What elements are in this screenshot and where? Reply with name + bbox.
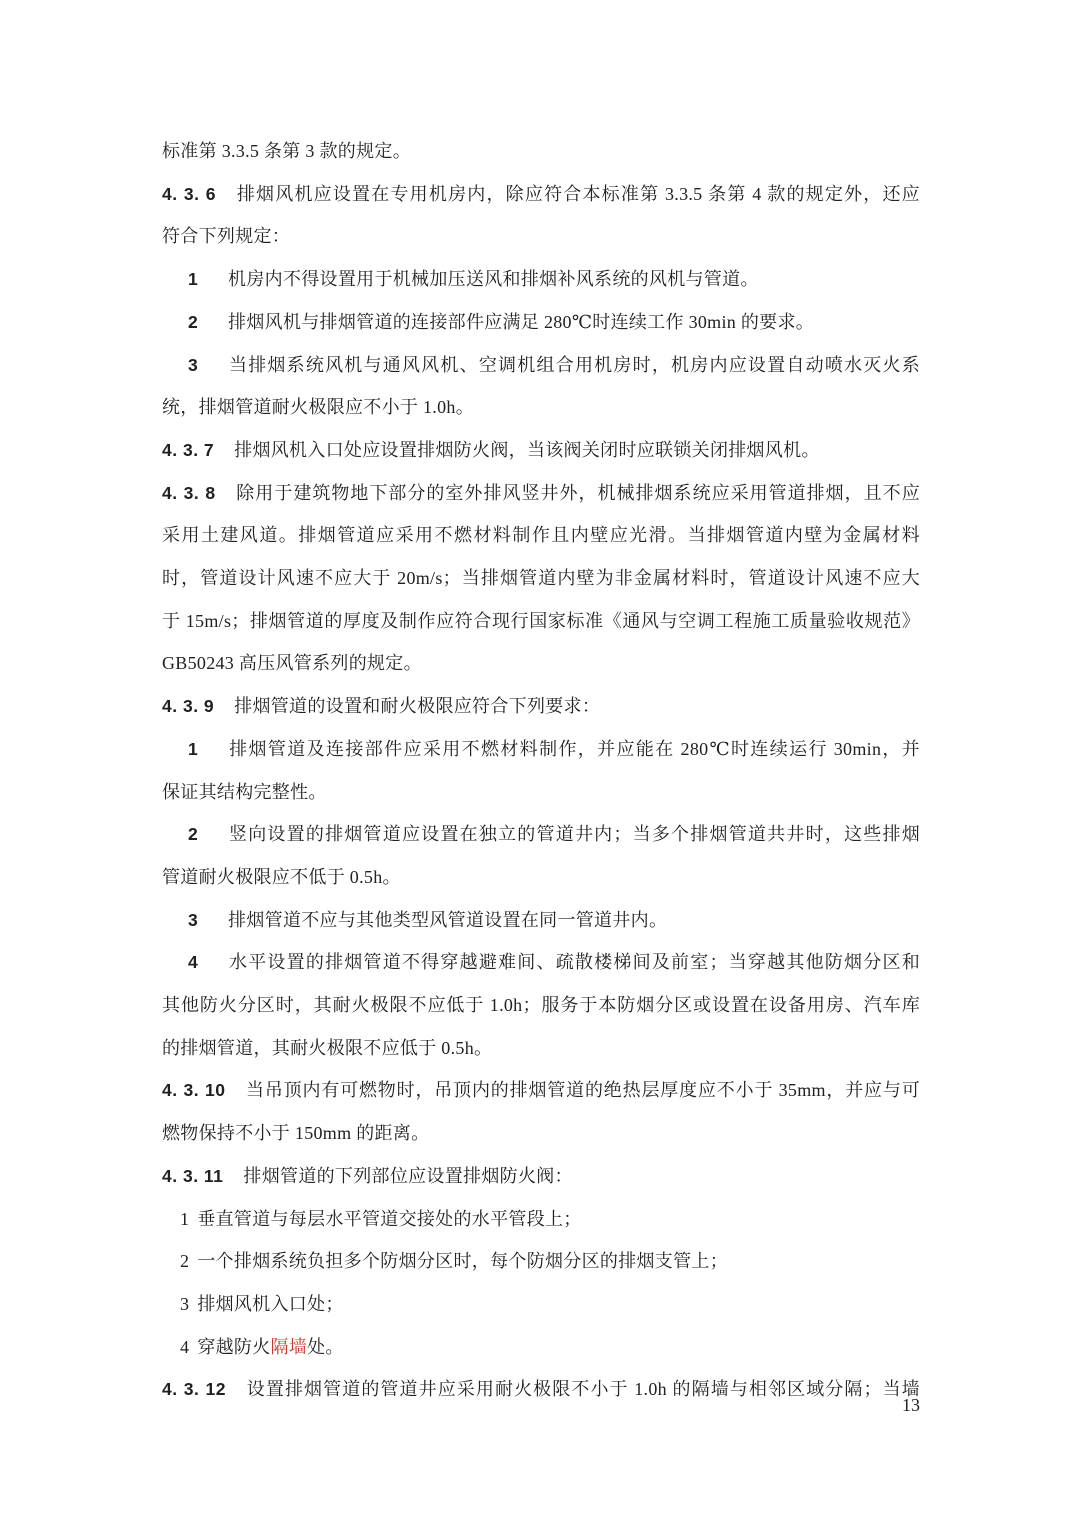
text-run: 一个排烟系统负担多个防烟分区时，每个防烟分区的排烟支管上；: [197, 1251, 729, 1272]
item-number: 2: [180, 1251, 190, 1272]
text-run: GB50243 高压风管系列的规定。: [162, 653, 422, 674]
text-run: 时，管道设计风速不应大于 20m/s；当排烟管道内壁为非金属材料时，管道设计风速不应大: [162, 568, 920, 589]
text-line: [162, 1283, 920, 1326]
item-number: 4: [180, 1336, 190, 1357]
item-number: 2: [188, 311, 199, 332]
text-run: 统，排烟管道耐火极限应不小于 1.0h。: [162, 397, 474, 418]
text-line: [162, 856, 920, 899]
text-line: [162, 258, 920, 301]
item-number: 1: [188, 269, 199, 290]
text-line: [162, 1027, 920, 1070]
text-line: [162, 899, 920, 942]
text-line: [162, 173, 920, 216]
text-line: [162, 642, 920, 685]
text-line: [162, 941, 920, 984]
highlighted-text: 隔墙: [270, 1336, 308, 1357]
text-run: 穿越防火: [197, 1336, 271, 1357]
page-number: 13: [902, 1395, 920, 1415]
text-run: 机房内不得设置用于机械加压送风和排烟补风系统的风机与管道。: [228, 269, 759, 290]
text-line: [162, 600, 920, 643]
text-run: 的排烟管道，其耐火极限不应低于 0.5h。: [162, 1037, 493, 1058]
text-line: [162, 557, 920, 600]
text-line: [162, 1198, 920, 1241]
clause-number: 4. 3. 8: [162, 482, 216, 503]
text-line: [162, 728, 920, 771]
text-line: [162, 685, 920, 728]
text-line: [162, 344, 920, 387]
text-line: [162, 1326, 920, 1369]
text-line: [162, 771, 920, 814]
text-line: [162, 386, 920, 429]
text-run: 燃物保持不小于 150mm 的距离。: [162, 1123, 430, 1144]
clause-number: 4. 3. 12: [162, 1379, 226, 1400]
text-run: 排烟管道不应与其他类型风管道设置在同一管道井内。: [228, 909, 668, 930]
clause-number: 4. 3. 6: [162, 183, 216, 204]
text-run: 排烟管道的下列部位应设置排烟防火阀：: [243, 1165, 573, 1186]
item-number: 3: [180, 1293, 190, 1314]
text-run: 于 15m/s；排烟管道的厚度及制作应符合现行国家标准《通风与空调工程施工质量验收规范》: [162, 610, 920, 631]
text-run: 水平设置的排烟管道不得穿越避难间、疏散楼梯间及前室；当穿越其他防烟分区和: [228, 952, 920, 973]
item-number: 2: [188, 824, 199, 845]
text-line: [162, 301, 920, 344]
text-line: [162, 130, 920, 173]
text-line: [162, 472, 920, 515]
clause-number: 4. 3. 9: [162, 696, 215, 717]
text-line: [162, 429, 920, 472]
text-run: 处。: [307, 1336, 344, 1357]
text-line: [162, 1069, 920, 1112]
text-run: 排烟风机应设置在专用机房内，除应符合本标准第 3.3.5 条第 4 款的规定外，还应: [235, 183, 920, 204]
item-number: 1: [180, 1208, 190, 1229]
text-line: [162, 1155, 920, 1198]
text-run: 除用于建筑物地下部分的室外排风竖井外，机械排烟系统应采用管道排烟，且不应: [235, 482, 920, 503]
text-run: 排烟风机与排烟管道的连接部件应满足 280℃时连续工作 30min 的要求。: [228, 311, 815, 332]
text-run: 采用土建风道。排烟管道应采用不燃材料制作且内壁应光滑。当排烟管道内壁为金属材料: [162, 525, 920, 546]
clause-number: 4. 3. 7: [162, 439, 215, 460]
text-run: 排烟风机入口处应设置排烟防火阀，当该阀关闭时应联锁关闭排烟风机。: [234, 439, 820, 460]
item-number: 4: [188, 952, 199, 973]
text-line: [162, 813, 920, 856]
clause-number: 4. 3. 11: [162, 1165, 224, 1186]
text-run: 设置排烟管道的管道井应采用耐火极限不小于 1.0h 的隔墙与相邻区域分隔；当墙: [245, 1379, 920, 1400]
text-run: 垂直管道与每层水平管道交接处的水平管段上；: [197, 1208, 582, 1229]
text-run: 标准第 3.3.5 条第 3 款的规定。: [162, 141, 411, 161]
item-number: 3: [188, 909, 199, 930]
text-line: [162, 984, 920, 1027]
text-run: 排烟风机入口处；: [197, 1293, 344, 1314]
text-run: 符合下列规定：: [162, 226, 291, 247]
text-run: 当排烟系统风机与通风风机、空调机组合用机房时，机房内应设置自动喷水灭火系: [228, 354, 920, 375]
clause-number: 4. 3. 10: [162, 1080, 226, 1101]
document-body: [162, 130, 920, 1411]
item-number: 1: [188, 738, 199, 759]
text-run: 排烟管道及连接部件应采用不燃材料制作，并应能在 280℃时连续运行 30min，并: [228, 738, 920, 759]
text-run: 管道耐火极限应不低于 0.5h。: [162, 866, 401, 887]
text-run: 其他防火分区时，其耐火极限不应低于 1.0h；服务于本防烟分区或设置在设备用房、汽车库: [162, 995, 920, 1016]
text-line: [162, 1112, 920, 1155]
text-run: 保证其结构完整性。: [162, 781, 327, 802]
text-line: [162, 215, 920, 258]
item-number: 3: [188, 354, 199, 375]
text-line: [162, 514, 920, 557]
text-run: 排烟管道的设置和耐火极限应符合下列要求：: [234, 696, 601, 717]
text-run: 竖向设置的排烟管道应设置在独立的管道井内；当多个排烟管道共井时，这些排烟: [228, 824, 920, 845]
text-run: 当吊顶内有可燃物时，吊顶内的排烟管道的绝热层厚度应不小于 35mm，并应与可: [245, 1080, 920, 1101]
text-line: [162, 1240, 920, 1283]
